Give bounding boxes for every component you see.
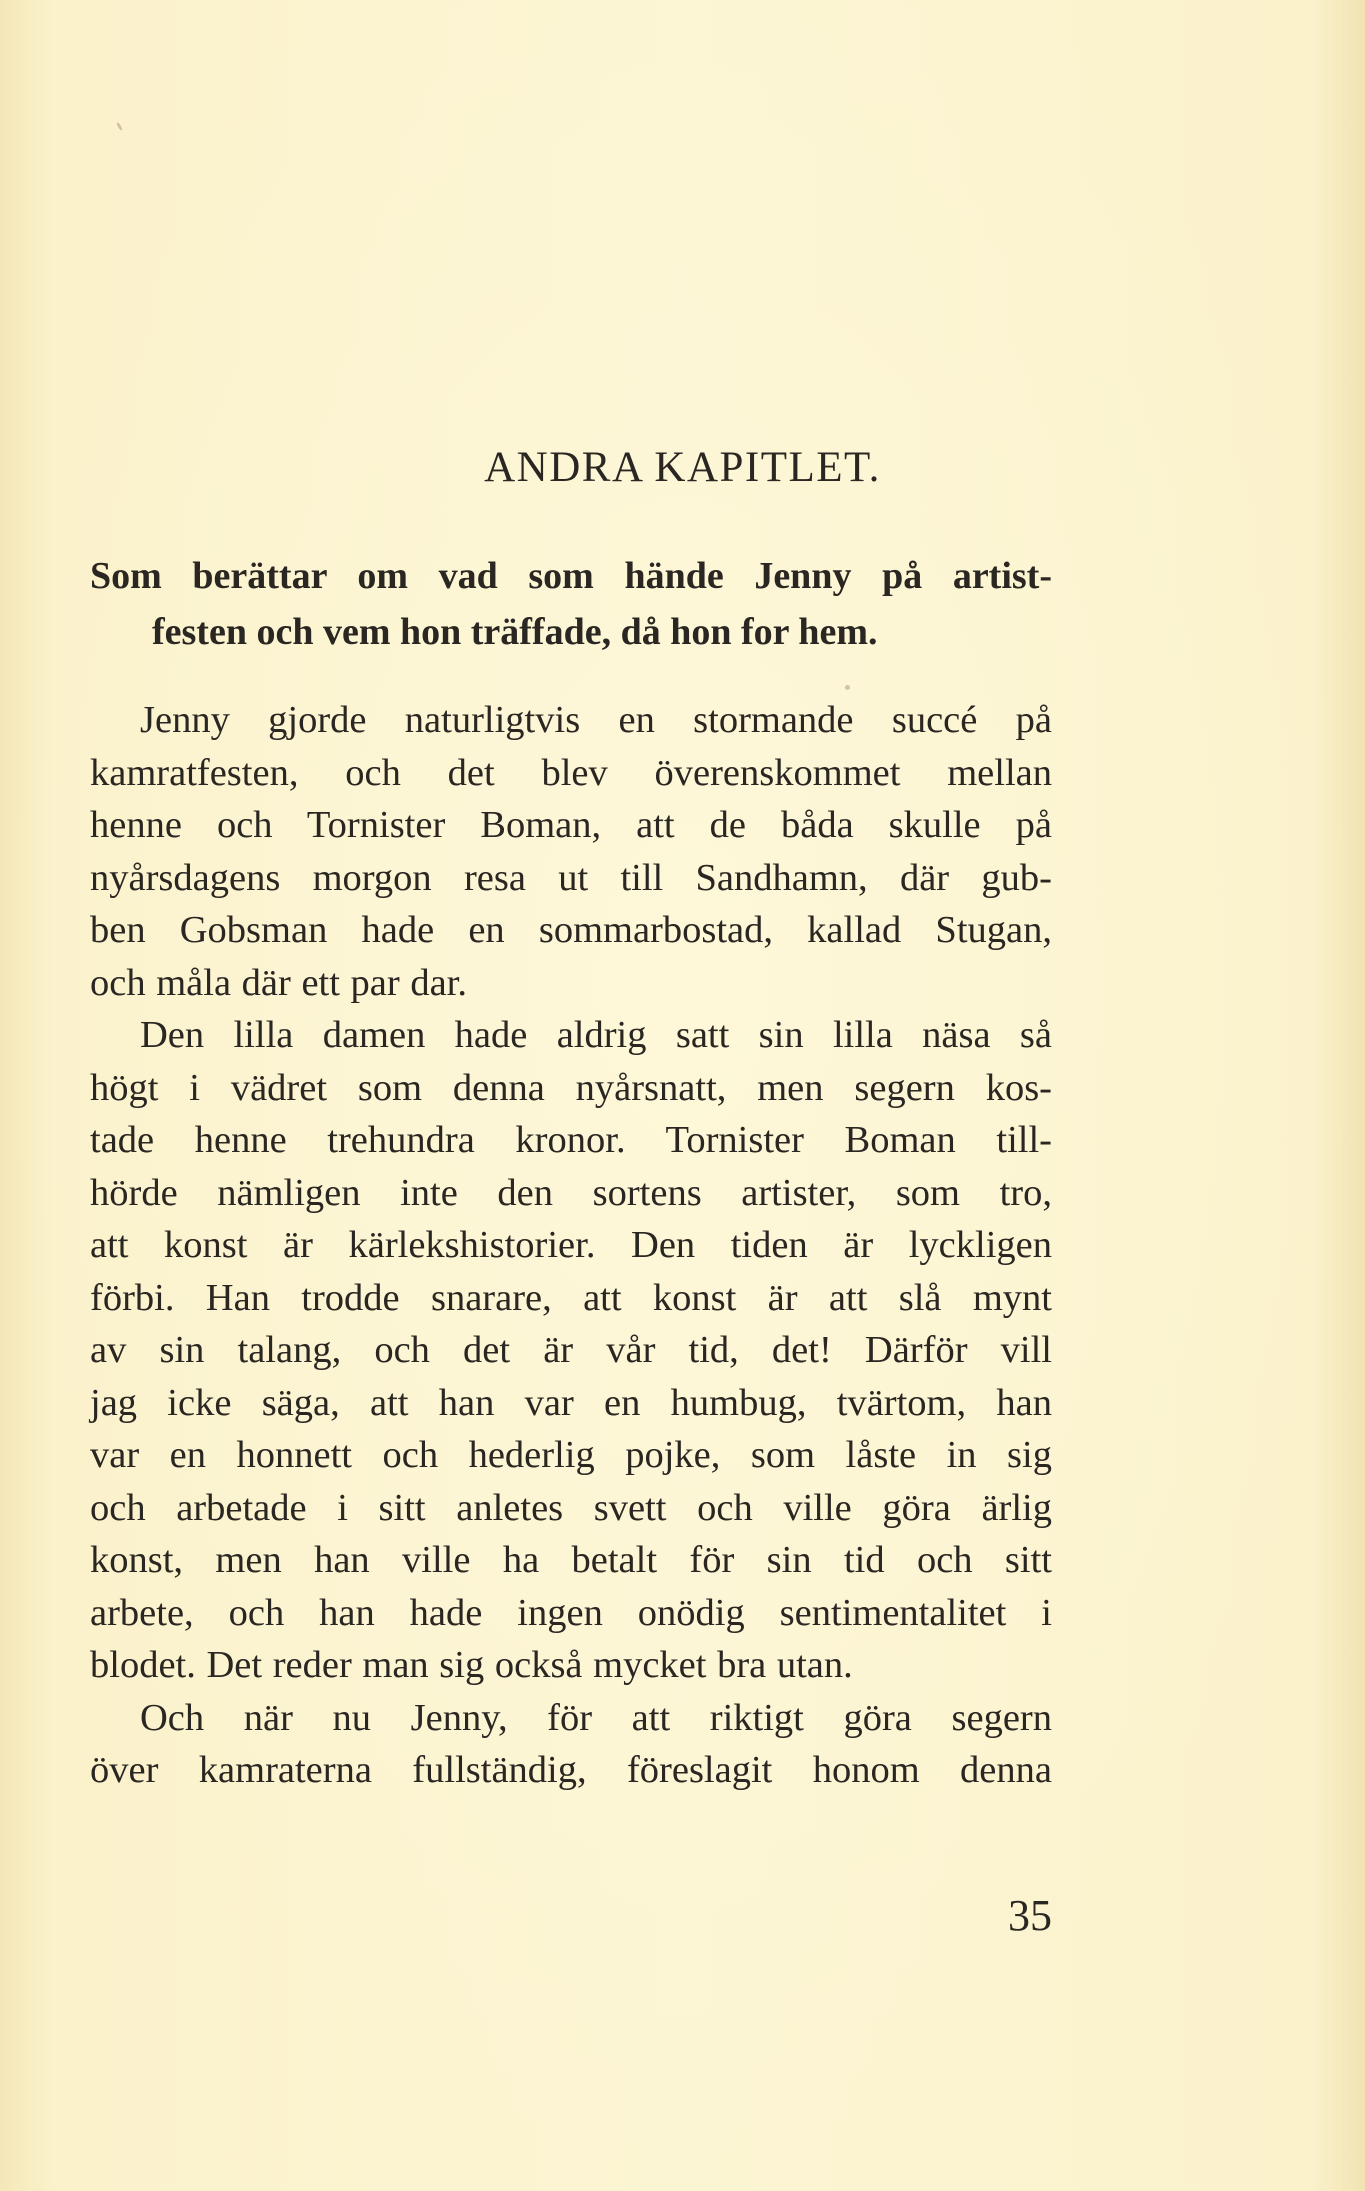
chapter-summary xyxy=(90,548,1052,660)
body-line: henne och Tornister Boman, att de båda skulle på xyxy=(90,804,1052,846)
chapter-heading: ANDRA KAPITLET. xyxy=(484,444,881,491)
body-line: att konst är kärlekshistorier. Den tiden är lyckligen xyxy=(90,1224,1052,1266)
paper-speck xyxy=(116,122,123,131)
summary-line: Som berättar om vad som hände Jenny på artist- xyxy=(90,555,1052,597)
body-line: jag icke säga, att han var en humbug, tvärtom, han xyxy=(90,1381,1052,1424)
body-line: hörde nämligen inte den sortens artister, som tro, xyxy=(90,1171,1052,1214)
body-line: Jenny gjorde naturligtvis en stormande succé på xyxy=(140,699,1052,741)
paper-speck xyxy=(845,685,850,690)
body-line: över kamraterna fullständig, föreslagit honom denna xyxy=(90,1749,1052,1791)
body-line: förbi. Han trodde snarare, att konst är att slå mynt xyxy=(90,1276,1052,1319)
body-line: konst, men han ville ha betalt för sin tid och sitt xyxy=(90,1539,1052,1581)
body-line: och arbetade i sitt anletes svett och ville göra ärlig xyxy=(90,1486,1052,1529)
body-line: av sin talang, och det är vår tid, det! Därför vill xyxy=(90,1329,1052,1371)
body-line: kamratfesten, och det blev överenskommet mellan xyxy=(90,751,1052,794)
body-line: arbete, och han hade ingen onödig sentimentalitet i xyxy=(90,1591,1052,1634)
page-number: 35 xyxy=(1008,1891,1052,1940)
body-line: Den lilla damen hade aldrig satt sin lilla näsa så xyxy=(140,1014,1052,1056)
body-line: Och när nu Jenny, för att riktigt göra segern xyxy=(140,1696,1052,1739)
body-text xyxy=(90,694,1052,1797)
body-line: nyårsdagens morgon resa ut till Sandhamn, där gub- xyxy=(90,856,1052,899)
summary-line: festen och vem hon träffade, då hon for hem. xyxy=(152,611,878,653)
body-line: ben Gobsman hade en sommarbostad, kallad Stugan, xyxy=(90,909,1052,951)
body-line: var en honnett och hederlig pojke, som låste in sig xyxy=(90,1434,1052,1476)
body-line: och måla där ett par dar. xyxy=(90,961,467,1004)
body-line: blodet. Det reder man sig också mycket bra utan. xyxy=(90,1644,853,1686)
body-line: högt i vädret som denna nyårsnatt, men segern kos- xyxy=(90,1066,1052,1109)
body-line: tade henne trehundra kronor. Tornister Boman till- xyxy=(90,1119,1052,1161)
